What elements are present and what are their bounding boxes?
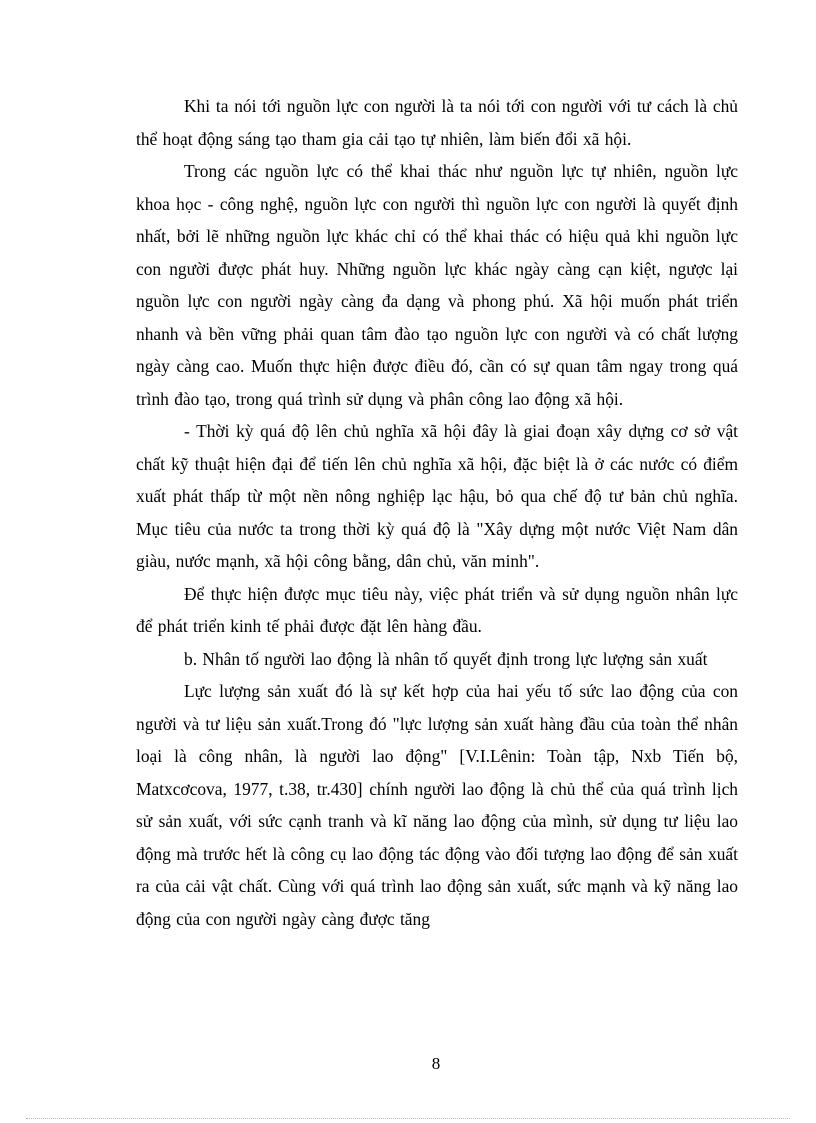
page-number: 8 xyxy=(431,1054,441,1073)
paragraph-productive-forces: Lực lượng sản xuất đó là sự kết hợp của hai yếu tố sức lao động của con người và tư liệu sản xuất.Trong đó "lực lượng sản xuất hàng đầu của toàn thể nhân loại là công nhân, là người lao động" [V.I.Lênin: Toàn tập, Nxb Tiến bộ, Matxcơcova, 1977, t.38, tr.430] chính người lao động là chủ thể của quá trình lịch sử sản xuất, với sức cạnh tranh và kĩ năng lao động của mình, sử dụng tư liệu lao động mà trước hết là công cụ lao động tác động vào đối tượng lao động để sản xuất ra của cải vật chất. Cùng với quá trình lao động sản xuất, sức mạnh và kỹ năng lao động của con người ngày càng được tăng xyxy=(136,681,738,929)
paragraph-goal-implementation: Để thực hiện được mục tiêu này, việc phát triển và sử dụng nguồn nhân lực để phát triển kinh tế phải được đặt lên hàng đầu. xyxy=(136,583,738,636)
section-heading-b: b. Nhân tố người lao động là nhân tố quyết định trong lực lượng sản xuất xyxy=(184,648,708,669)
paragraph-resource-comparison: Trong các nguồn lực có thể khai thác như nguồn lực tự nhiên, nguồn lực khoa học - công nghệ, nguồn lực con người thì nguồn lực con người là quyết định nhất, bởi lẽ những nguồn lực khác chỉ có thể khai thác có hiệu quả khi nguồn lực con người được phát huy. Những nguồn lực khác ngày càng cạn kiệt, ngược lại nguồn lực con người ngày càng đa dạng và phong phú. Xã hội muốn phát triển nhanh và bền vững phải quan tâm đào tạo nguồn lực con người và có chất lượng ngày càng cao. Muốn thực hiện được điều đó, cần có sự quan tâm ngay trong quá trình đào tạo, trong quá trình sử dụng và phân công lao động xã hội. xyxy=(136,161,738,409)
paragraph-human-resource-definition: Khi ta nói tới nguồn lực con người là ta nói tới con người với tư cách là chủ thể hoạt động sáng tạo tham gia cải tạo tự nhiên, làm biến đổi xã hội. xyxy=(136,96,738,149)
paragraph-transition-period: - Thời kỳ quá độ lên chủ nghĩa xã hội đây là giai đoạn xây dựng cơ sở vật chất kỹ thuật hiện đại để tiến lên chủ nghĩa xã hội, đặc biệt là ở các nước có điểm xuất phát thấp từ một nền nông nghiệp lạc hậu, bỏ qua chế độ tư bản chủ nghĩa. Mục tiêu của nước ta trong thời kỳ quá độ là "Xây dựng một nước Việt Nam dân giàu, nước mạnh, xã hội công bằng, dân chủ, văn minh". xyxy=(136,421,738,571)
body-text xyxy=(136,90,738,935)
page-bottom-border xyxy=(26,1118,790,1119)
